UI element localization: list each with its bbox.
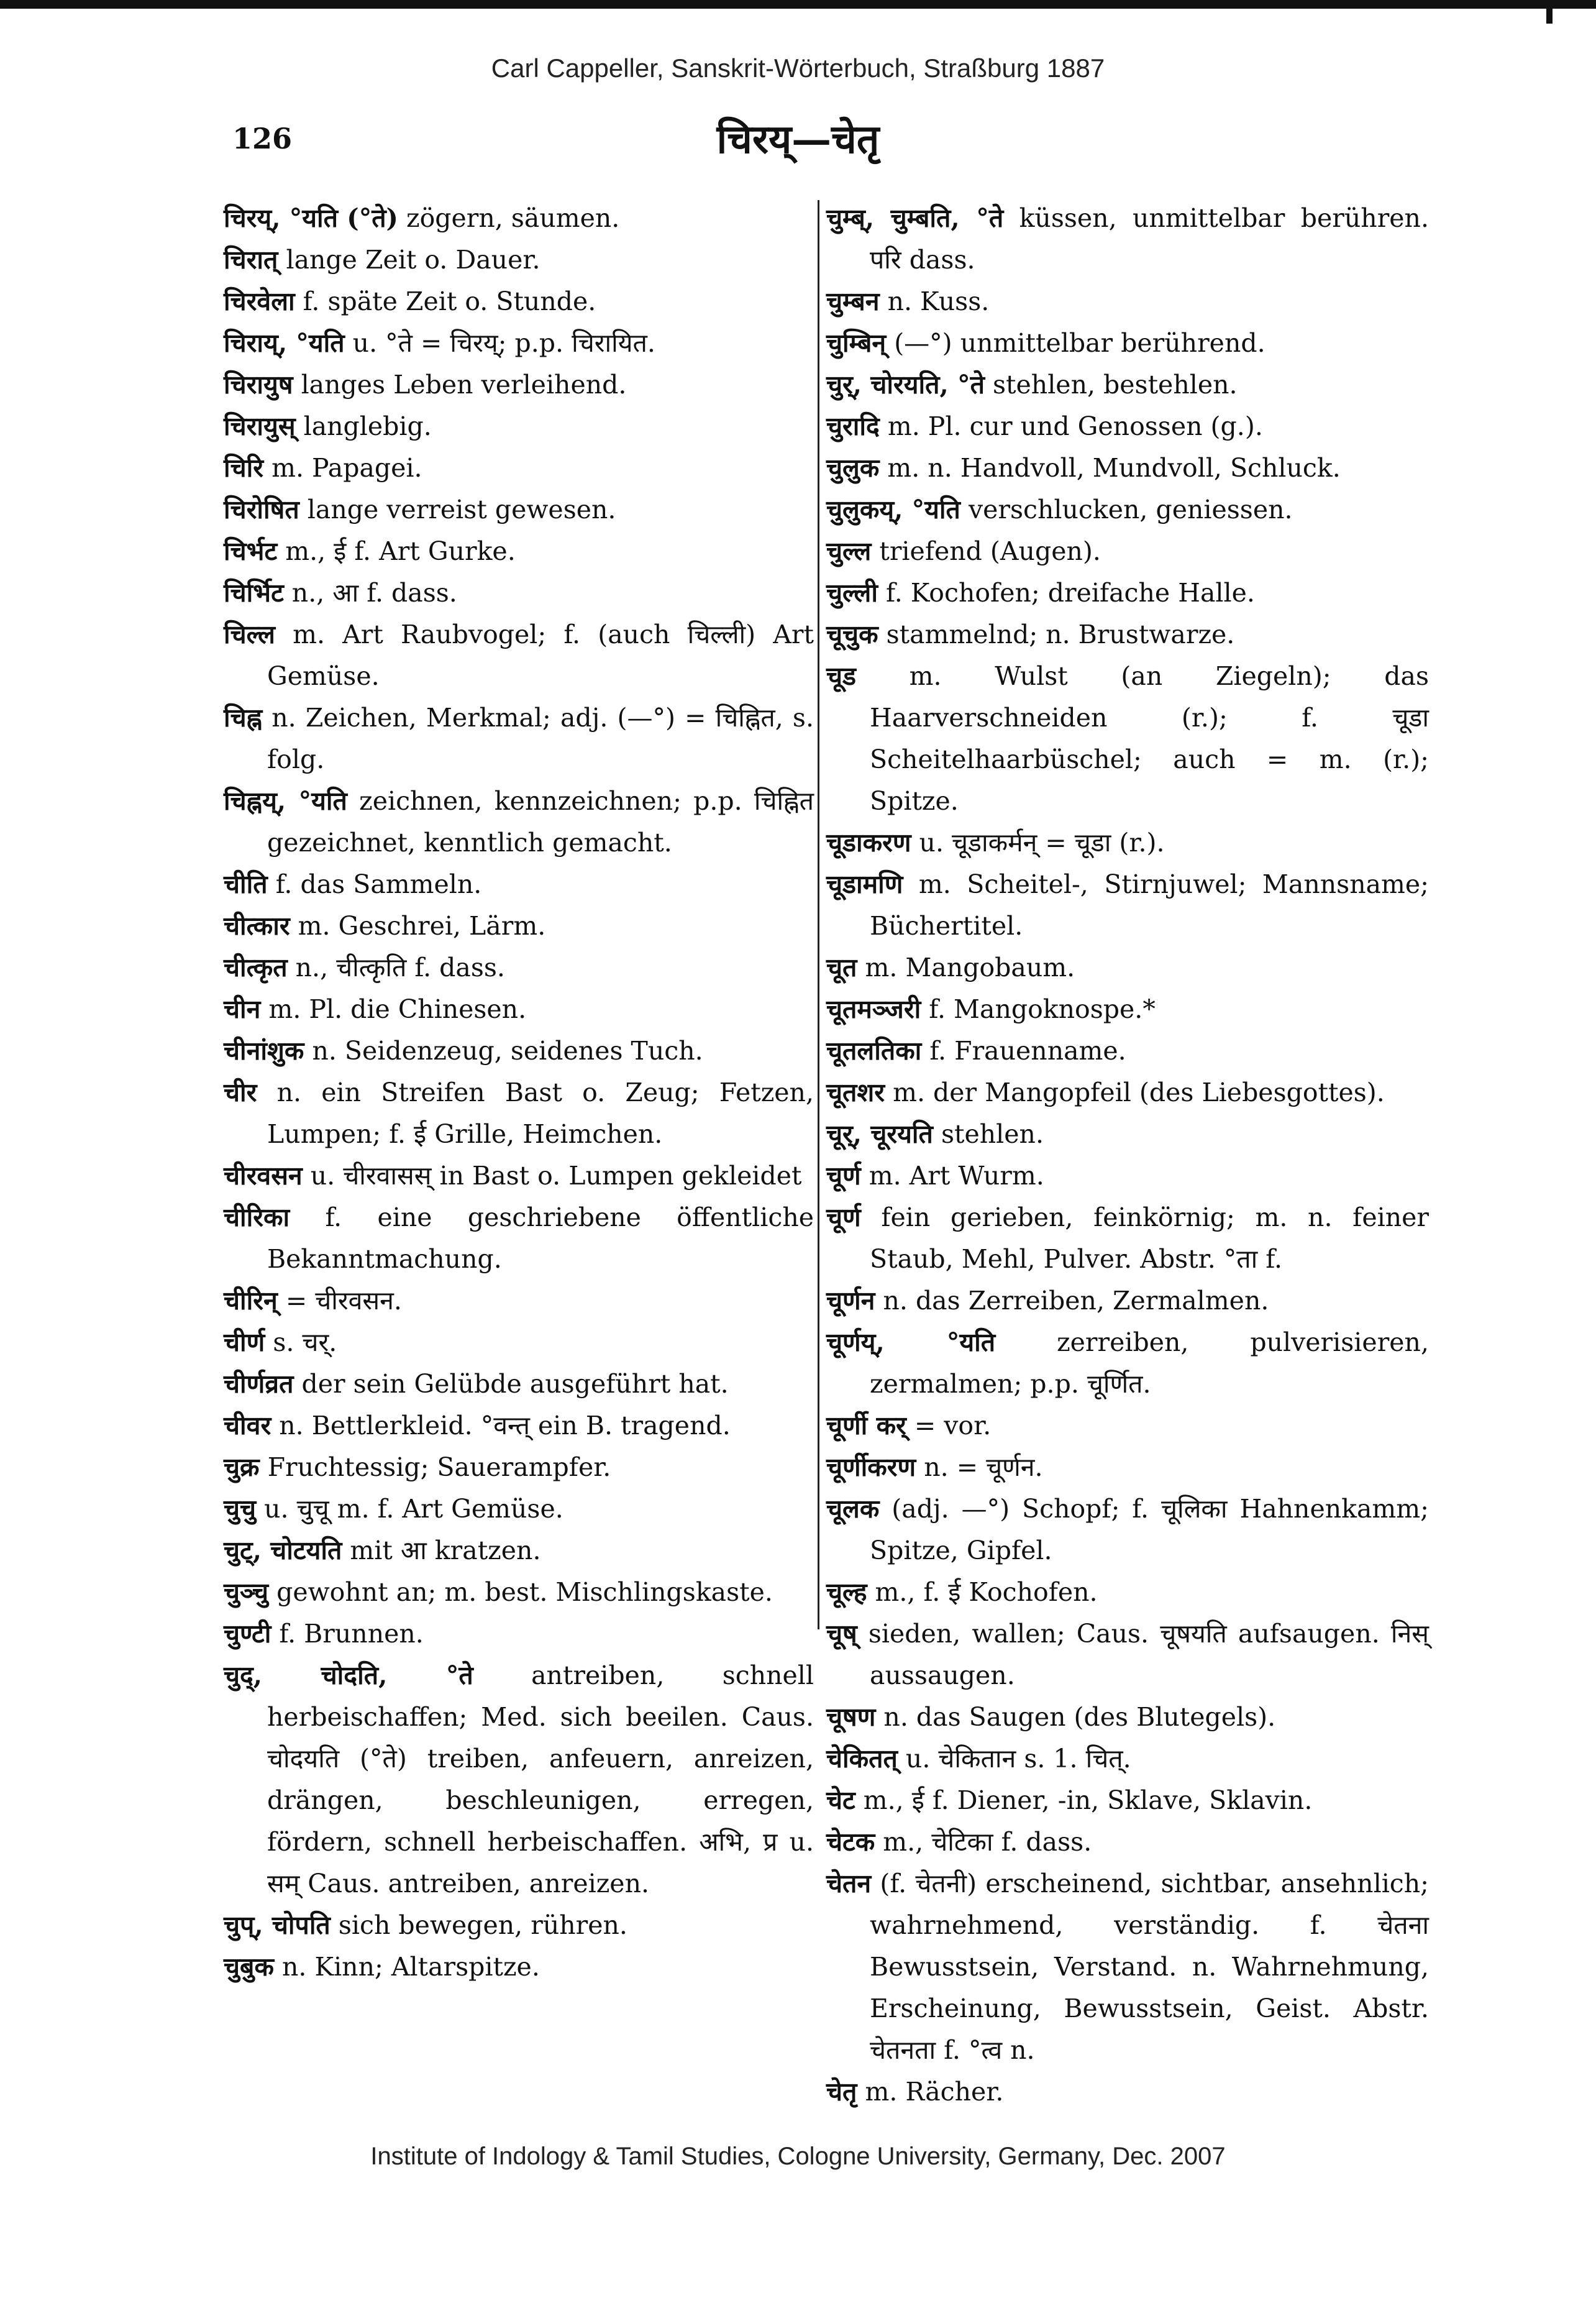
dictionary-entry (224, 864, 814, 905)
entry-headword: चेट (826, 1785, 855, 1815)
entry-headword: चीर्ण (224, 1327, 265, 1357)
dictionary-entry (826, 447, 1429, 489)
entry-definition: u. चुचू m. f. Art Gemüse. (256, 1494, 563, 1524)
entry-headword: चुरादि (826, 411, 880, 441)
entry-definition: n. ein Streifen Bast o. Zeug; Fetzen, Lumpen; f. ई Grille, Heimchen. (257, 1078, 814, 1149)
entry-headword: चुण्टी (224, 1619, 271, 1649)
entry-definition: gewohnt an; m. best. Mischlingskaste. (268, 1577, 773, 1607)
entry-definition: m., चेटिका f. dass. (875, 1827, 1092, 1857)
entry-definition: n. = चूर्णन. (916, 1452, 1043, 1482)
entry-definition: m. Pl. cur und Genossen (g.). (879, 411, 1263, 441)
dictionary-entry (826, 1488, 1429, 1572)
dictionary-entry (826, 489, 1429, 531)
entry-headword: चूर्ण (826, 1161, 861, 1191)
entry-definition: stammelnd; n. Brustwarze. (878, 620, 1235, 649)
entry-headword: चीनांशुक (224, 1036, 304, 1066)
dictionary-entry (826, 947, 1429, 989)
entry-definition: f. das Sammeln. (267, 869, 482, 899)
entry-headword: चूर्णी कर् (826, 1411, 906, 1440)
entry-headword: चूलक (826, 1494, 880, 1524)
dictionary-entry (224, 1072, 814, 1155)
entry-definition: mit आ kratzen. (342, 1536, 541, 1565)
dictionary-entry (826, 2071, 1429, 2113)
running-head-text: चिरय्—चेतृ (716, 116, 880, 163)
entry-definition: m. Rächer. (857, 2077, 1004, 2107)
entry-headword: चुलुक (826, 453, 880, 483)
footer-line: Institute of Indology & Tamil Studies, Cologne University, Germany, Dec. 2007 (370, 2143, 1226, 2170)
entry-definition: n. das Zerreiben, Zermalmen. (875, 1286, 1269, 1316)
dictionary-entry (826, 1155, 1429, 1197)
entry-headword: चीरिन् (224, 1286, 278, 1316)
entry-definition: langes Leben verleihend. (293, 370, 627, 400)
entry-headword: चुलुकय्, °यति (826, 495, 960, 524)
entry-headword: चिरात् (224, 245, 278, 275)
entry-definition: n., चीत्कृति f. dass. (287, 953, 505, 982)
entry-definition: (f. चेतनी) erscheinend, sichtbar, ansehnlich; wahrnehmend, verständig. f. चेतना Bewusstsein, Verstand. n. Wahrnehmung, Erscheinung, Bewusstsein, Geist. Abstr. चेतनता f. °त्व n. (870, 1869, 1429, 2065)
entry-definition: zögern, säumen. (398, 203, 620, 233)
entry-headword: चिरवेला (224, 286, 295, 316)
entry-definition: küssen, unmittelbar berühren. परि dass. (870, 203, 1429, 275)
dictionary-entry (224, 989, 814, 1030)
dictionary-entry (224, 1322, 814, 1363)
entry-definition: m. Art Raubvogel; f. (auch चिल्ली) Art Gemüse. (267, 620, 814, 691)
dictionary-entry (826, 1863, 1429, 2071)
entry-definition: (adj. —°) Schopf; f. चूलिका Hahnenkamm; Spitze, Gipfel. (870, 1494, 1429, 1565)
dictionary-entry (826, 198, 1429, 281)
dictionary-entry (224, 1488, 814, 1530)
entry-headword: चीत्कृत (224, 953, 288, 982)
dictionary-entry (224, 531, 814, 572)
entry-definition: m. Wulst (an Ziegeln); das Haarverschneiden (r.); f. चूडा Scheitelhaarbüschel; auch = m. (r.); Spitze. (855, 661, 1429, 816)
entry-headword: चूतलतिका (826, 1036, 922, 1066)
entry-headword: चेटक (826, 1827, 875, 1857)
dictionary-entry (826, 531, 1429, 572)
entry-definition: f. eine geschriebene öffentliche Bekanntmachung. (267, 1202, 814, 1274)
entry-definition: verschlucken, geniessen. (960, 495, 1293, 524)
dictionary-entry (826, 1780, 1429, 1821)
entry-definition: m. Papagei. (263, 453, 422, 483)
dictionary-entry (826, 1072, 1429, 1114)
entry-definition: f. Mangoknospe.* (921, 994, 1156, 1024)
entry-definition: stehlen, bestehlen. (984, 370, 1238, 400)
dictionary-entry (224, 323, 814, 364)
entry-definition: sich bewegen, rühren. (330, 1910, 627, 1940)
column-divider (818, 200, 819, 1629)
dictionary-entry (826, 1322, 1429, 1405)
entry-headword: चिरोषित (224, 495, 299, 524)
dictionary-entry (224, 1363, 814, 1405)
entry-headword: चुप्, चोपति (224, 1910, 331, 1940)
entry-headword: चूचुक (826, 620, 878, 649)
entry-headword: चीर्णव्रत (224, 1369, 294, 1399)
entry-definition: m. Scheitel-, Stirnjuwel; Mannsname; Büchertitel. (870, 869, 1429, 941)
entry-headword: चेतन (826, 1869, 872, 1898)
entry-headword: चुम्बिन् (826, 328, 887, 358)
entry-headword: चूडाकरण (826, 828, 911, 858)
dictionary-entry (224, 281, 814, 323)
right-column (826, 198, 1429, 2113)
dictionary-entry (224, 1572, 814, 1613)
entry-headword: चिरि (224, 453, 264, 483)
entry-definition: n. Seidenzeug, seidenes Tuch. (304, 1036, 703, 1066)
dictionary-entry (826, 1447, 1429, 1488)
entry-definition: n. Zeichen, Merkmal; adj. (—°) = चिह्नित, s. folg. (262, 703, 814, 774)
dictionary-entry (224, 947, 814, 989)
entry-headword: चुक्र (224, 1452, 260, 1482)
entry-definition: stehlen. (933, 1119, 1044, 1149)
entry-headword: चीरिका (224, 1202, 290, 1232)
dictionary-entry (826, 822, 1429, 864)
dictionary-entry (826, 1738, 1429, 1780)
dictionary-entry (224, 1280, 814, 1322)
entry-headword: चुद्, चोदति, °ते (224, 1660, 473, 1690)
dictionary-entry (826, 1572, 1429, 1613)
entry-headword: चेतृ (826, 2077, 857, 2107)
dictionary-entry (224, 406, 814, 447)
entry-definition: n. Kuss. (879, 286, 990, 316)
entry-definition: u. चेकितान s. 1. चित्. (897, 1744, 1131, 1774)
entry-headword: चुट्, चोटयति (224, 1536, 342, 1565)
page-number: 126 (232, 122, 293, 155)
dictionary-entry (224, 198, 814, 239)
entry-headword: चीर (224, 1078, 257, 1107)
entry-headword: चुचु (224, 1494, 257, 1524)
dictionary-entry (224, 697, 814, 781)
entry-headword: चूर्णय्, °यति (826, 1327, 996, 1357)
dictionary-entry (826, 864, 1429, 947)
entry-headword: चूषण (826, 1702, 876, 1732)
dictionary-entry (224, 781, 814, 864)
dictionary-entry (826, 1405, 1429, 1447)
entry-definition: u. °ते = चिरय्; p.p. चिरायित. (344, 328, 655, 358)
entry-definition: m. Mangobaum. (857, 953, 1075, 982)
dictionary-entry (826, 989, 1429, 1030)
entry-definition: sieden, wallen; Caus. चूषयति aufsaugen. निस् aussaugen. (857, 1619, 1429, 1690)
dictionary-entry (826, 1114, 1429, 1155)
entry-headword: चूतशर (826, 1078, 885, 1107)
entry-headword: चुल्ल (826, 536, 872, 566)
entry-headword: चिराय्, °यति (224, 328, 345, 358)
entry-definition: m. n. Handvoll, Mundvoll, Schluck. (879, 453, 1341, 483)
entry-headword: चिर्भिट (224, 578, 284, 608)
dictionary-entry (224, 1530, 814, 1572)
dictionary-entry (224, 1613, 814, 1655)
entry-headword: चीत्कार (224, 911, 290, 941)
entry-headword: चिरायुष (224, 370, 293, 400)
entry-definition: m., ई f. Diener, -in, Sklave, Sklavin. (855, 1785, 1313, 1815)
dictionary-entry (224, 239, 814, 281)
entry-definition: n. das Saugen (des Blutegels). (875, 1702, 1276, 1732)
dictionary-entry (826, 1280, 1429, 1322)
entry-definition: antreiben, schnell herbeischaffen; Med. sich beeilen. Caus. चोदयति (°ते) treiben, anfeuern, anreizen, drängen, beschleunigen, erregen, fördern, schnell herbeischaffen. अभि, प्र u. सम् Caus. antreiben, anreizen. (267, 1660, 814, 1898)
dictionary-entry (224, 1905, 814, 1946)
dictionary-entry (224, 447, 814, 489)
entry-headword: चूर्ण (826, 1202, 861, 1232)
entry-definition: m. Art Wurm. (860, 1161, 1044, 1191)
entry-headword: चिह्नय्, °यति (224, 786, 347, 816)
entry-headword: चूष् (826, 1619, 857, 1649)
dictionary-entry (224, 905, 814, 947)
dictionary-entry (224, 1197, 814, 1280)
entry-headword: चुम्बन (826, 286, 880, 316)
entry-headword: चुल्ली (826, 578, 878, 608)
scan-edge-bar (0, 0, 1596, 9)
running-head (0, 111, 1596, 165)
entry-definition: f. Brunnen. (271, 1619, 424, 1649)
scan-corner-mark (1528, 0, 1571, 25)
entry-headword: चूल्ह (826, 1577, 867, 1607)
dictionary-entry (224, 1155, 814, 1197)
entry-definition: m. Pl. die Chinesen. (260, 994, 527, 1024)
entry-definition: triefend (Augen). (871, 536, 1101, 566)
entry-definition: Fruchtessig; Sauerampfer. (259, 1452, 611, 1482)
entry-definition: = चीरवसन. (277, 1286, 402, 1316)
dictionary-entry (224, 1655, 814, 1905)
entry-definition: langlebig. (295, 411, 432, 441)
dictionary-entry (224, 364, 814, 406)
dictionary-entry (826, 614, 1429, 656)
dictionary-entry (826, 364, 1429, 406)
dictionary-entry (224, 489, 814, 531)
entry-headword: चुम्ब्, चुम्बति, °ते (826, 203, 1004, 233)
entry-definition: s. चर्. (265, 1327, 337, 1357)
entry-headword: चूर्णीकरण (826, 1452, 916, 1482)
entry-headword: चीन (224, 994, 261, 1024)
entry-definition: n. Kinn; Altarspitze. (273, 1952, 540, 1982)
entry-definition: zerreiben, pulverisieren, zermalmen; p.p. चूर्णित. (870, 1327, 1429, 1399)
entry-definition: lange Zeit o. Dauer. (278, 245, 540, 275)
entry-definition: = vor. (906, 1411, 992, 1440)
entry-headword: चूर्, चूरयति (826, 1119, 933, 1149)
dictionary-entry (826, 281, 1429, 323)
entry-headword: चूतमञ्जरी (826, 994, 921, 1024)
dictionary-entry (826, 1030, 1429, 1072)
left-column (224, 198, 814, 1988)
entry-headword: चीति (224, 869, 268, 899)
dictionary-entry (826, 572, 1429, 614)
entry-definition: n. Bettlerkleid. °वन्त् ein B. tragend. (271, 1411, 731, 1440)
entry-headword: चिर्भट (224, 536, 278, 566)
entry-headword: चुर्, चोरयति, °ते (826, 370, 985, 400)
dictionary-entry (224, 1405, 814, 1447)
dictionary-entry (224, 1030, 814, 1072)
dictionary-entry (224, 1946, 814, 1988)
entry-definition: zeichnen, kennzeichnen; p.p. चिह्नित gezeichnet, kenntlich gemacht. (267, 786, 814, 858)
entry-headword: चिल्ल (224, 620, 275, 649)
entry-headword: चूर्णन (826, 1286, 875, 1316)
dictionary-entry (826, 1821, 1429, 1863)
entry-definition: m. Geschrei, Lärm. (290, 911, 546, 941)
entry-definition: u. चीरवासस् in Bast o. Lumpen gekleidet (302, 1161, 802, 1191)
entry-headword: चूड (826, 661, 856, 691)
entry-definition: m. der Mangopfeil (des Liebesgottes). (885, 1078, 1385, 1107)
entry-headword: चीरवसन (224, 1161, 303, 1191)
entry-headword: चुञ्चु (224, 1577, 269, 1607)
entry-headword: चिरय्, °यति (°ते) (224, 203, 398, 233)
source-line: Carl Cappeller, Sanskrit-Wörterbuch, Straßburg 1887 (491, 53, 1105, 83)
entry-headword: चीवर (224, 1411, 271, 1440)
entry-headword: चूत (826, 953, 857, 982)
entry-definition: lange verreist gewesen. (299, 495, 616, 524)
entry-headword: चेकितत् (826, 1744, 898, 1774)
entry-definition: m., ई f. Art Gurke. (277, 536, 516, 566)
entry-headword: चिरायुस् (224, 411, 296, 441)
entry-definition: m., f. ई Kochofen. (867, 1577, 1098, 1607)
entry-definition: (—°) unmittelbar berührend. (886, 328, 1265, 358)
entry-definition: f. Kochofen; dreifache Halle. (877, 578, 1255, 608)
dictionary-entry (826, 323, 1429, 364)
dictionary-entry (224, 572, 814, 614)
entry-headword: चिह्न (224, 703, 263, 733)
dictionary-entry (826, 1197, 1429, 1280)
dictionary-entry (224, 614, 814, 697)
entry-headword: चूडामणि (826, 869, 903, 899)
dictionary-entry (826, 1696, 1429, 1738)
dictionary-entry (826, 1613, 1429, 1696)
entry-definition: u. चूडाकर्मन् = चूडा (r.). (911, 828, 1165, 858)
entry-definition: f. späte Zeit o. Stunde. (294, 286, 596, 316)
entry-headword: चुबुक (224, 1952, 274, 1982)
dictionary-entry (224, 1447, 814, 1488)
entry-definition: n., आ f. dass. (283, 578, 457, 608)
dictionary-entry (826, 406, 1429, 447)
dictionary-entry (826, 656, 1429, 822)
entry-definition: der sein Gelübde ausgeführt hat. (293, 1369, 729, 1399)
entry-definition: f. Frauenname. (921, 1036, 1126, 1066)
entry-definition: fein gerieben, feinkörnig; m. n. feiner Staub, Mehl, Pulver. Abstr. °ता f. (860, 1202, 1429, 1274)
